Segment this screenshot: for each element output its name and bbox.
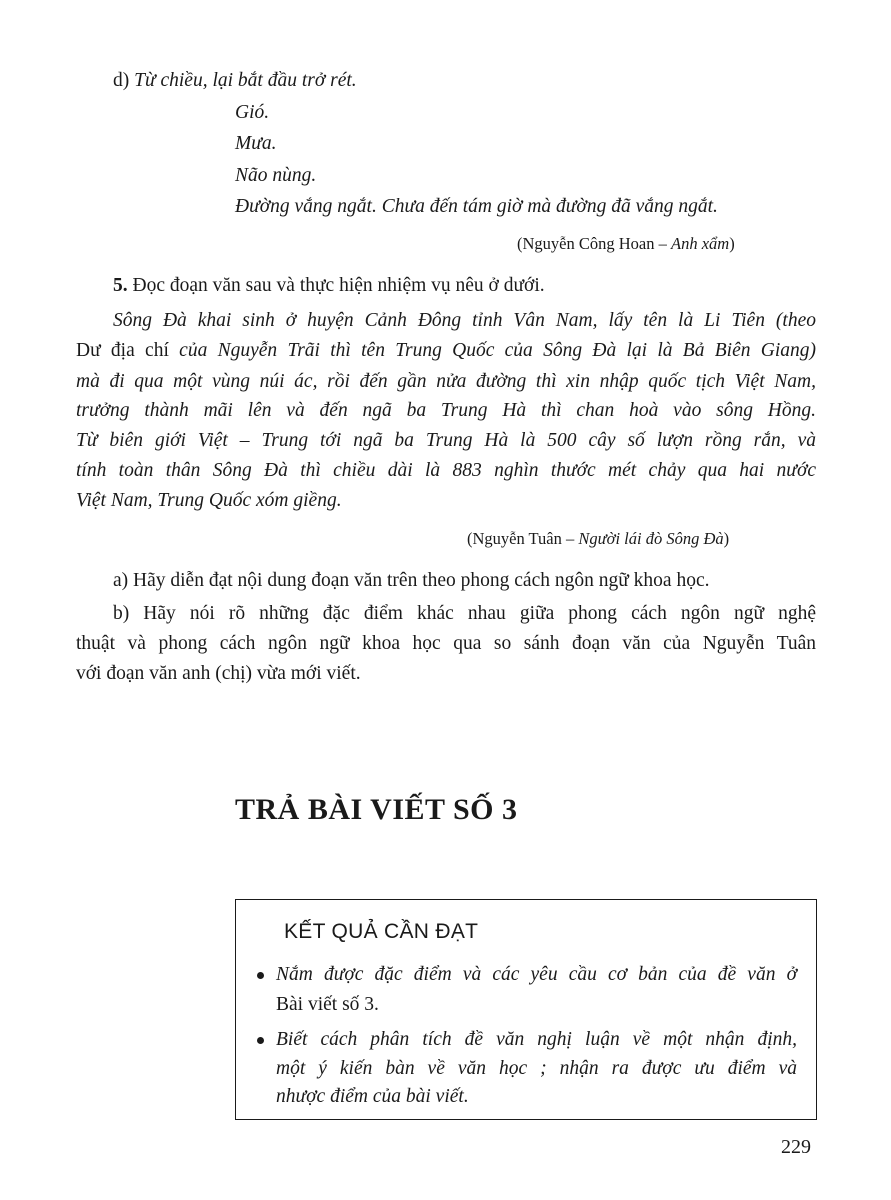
section-d-line-5: Đường vắng ngắt. Chưa đến tám giờ mà đường đã vắng ngắt.: [235, 196, 718, 217]
task-b-line-3: với đoạn văn anh (chị) vừa mới viết.: [76, 663, 361, 684]
passage-line-3: mà đi qua một vùng núi ác, rồi đến gần nửa đường thì xin nhập quốc tịch Việt Nam,: [76, 371, 816, 392]
passage-line-4: trưởng thành mãi lên và đến ngã ba Trung Hà thì chan hoà vào sông Hồng.: [76, 400, 816, 421]
section-d-label: d): [113, 70, 130, 91]
source-close: ): [723, 529, 730, 548]
outcome-1-line-1: Nắm được đặc điểm và các yêu cầu cơ bản của đề văn ở: [276, 964, 797, 985]
passage-line-7: Việt Nam, Trung Quốc xóm giềng.: [76, 490, 342, 511]
learning-outcomes-box: [235, 899, 817, 1120]
page-number: 229: [781, 1136, 811, 1158]
source-work: Người lái đò Sông Đà: [578, 529, 724, 548]
outcome-2-line-1: Biết cách phân tích đề văn nghị luận về một nhận định,: [276, 1029, 797, 1050]
exercise-number: 5.: [113, 275, 128, 296]
exercise-5-source: [467, 527, 729, 551]
source-author: (Nguyễn Tuân –: [467, 529, 579, 548]
passage-book-title: Dư địa chí: [76, 340, 169, 361]
outcome-2-line-2: một ý kiến bàn về văn học ; nhận ra được ưu điểm và: [276, 1058, 797, 1079]
outcome-2-line-3: nhược điểm của bài viết.: [276, 1086, 469, 1107]
source-author: (Nguyễn Công Hoan –: [517, 234, 671, 253]
source-work: Anh xẩm: [670, 234, 730, 253]
passage-line-6: tính toàn thân Sông Đà thì chiều dài là 883 nghìn thước mét chảy qua hai nước: [76, 460, 816, 481]
task-b-line-1: b) Hãy nói rõ những đặc điểm khác nhau giữa phong cách ngôn ngữ nghệ: [113, 603, 816, 624]
section-d-line-3: Mưa.: [235, 133, 277, 154]
bullet-icon: [257, 972, 264, 979]
passage-line-2-rest: của Nguyễn Trãi thì tên Trung Quốc của Sông Đà lại là Bả Biên Giang): [168, 340, 817, 361]
section-d-line-1: [113, 66, 357, 96]
lesson-title: TRẢ BÀI VIẾT SỐ 3: [235, 793, 518, 826]
source-close: ): [729, 234, 735, 253]
task-b-line-2: thuật và phong cách ngôn ngữ khoa học qua so sánh đoạn văn của Nguyễn Tuân: [76, 633, 816, 654]
outcomes-heading: KẾT QUẢ CẦN ĐẠT: [284, 920, 479, 943]
passage-line-2: [76, 336, 816, 366]
section-d-text-1: Từ chiều, lại bắt đầu trở rét.: [134, 70, 357, 91]
bullet-icon: [257, 1037, 264, 1044]
exercise-5-prompt: [113, 271, 545, 301]
section-d-line-4: Não nùng.: [235, 165, 317, 186]
passage-line-1: Sông Đà khai sinh ở huyện Cảnh Đông tỉnh Vân Nam, lấy tên là Li Tiên (theo: [113, 310, 816, 331]
section-d-line-2: Gió.: [235, 102, 270, 123]
exercise-prompt-text: Đọc đoạn văn sau và thực hiện nhiệm vụ nêu ở dưới.: [132, 275, 545, 296]
outcome-1-line-2: Bài viết số 3.: [276, 994, 379, 1015]
task-a: a) Hãy diễn đạt nội dung đoạn văn trên theo phong cách ngôn ngữ khoa học.: [113, 570, 710, 591]
passage-line-5: Từ biên giới Việt – Trung tới ngã ba Trung Hà là 500 cây số lượn rồng rắn, và: [76, 430, 816, 451]
section-d-source: [517, 232, 735, 256]
